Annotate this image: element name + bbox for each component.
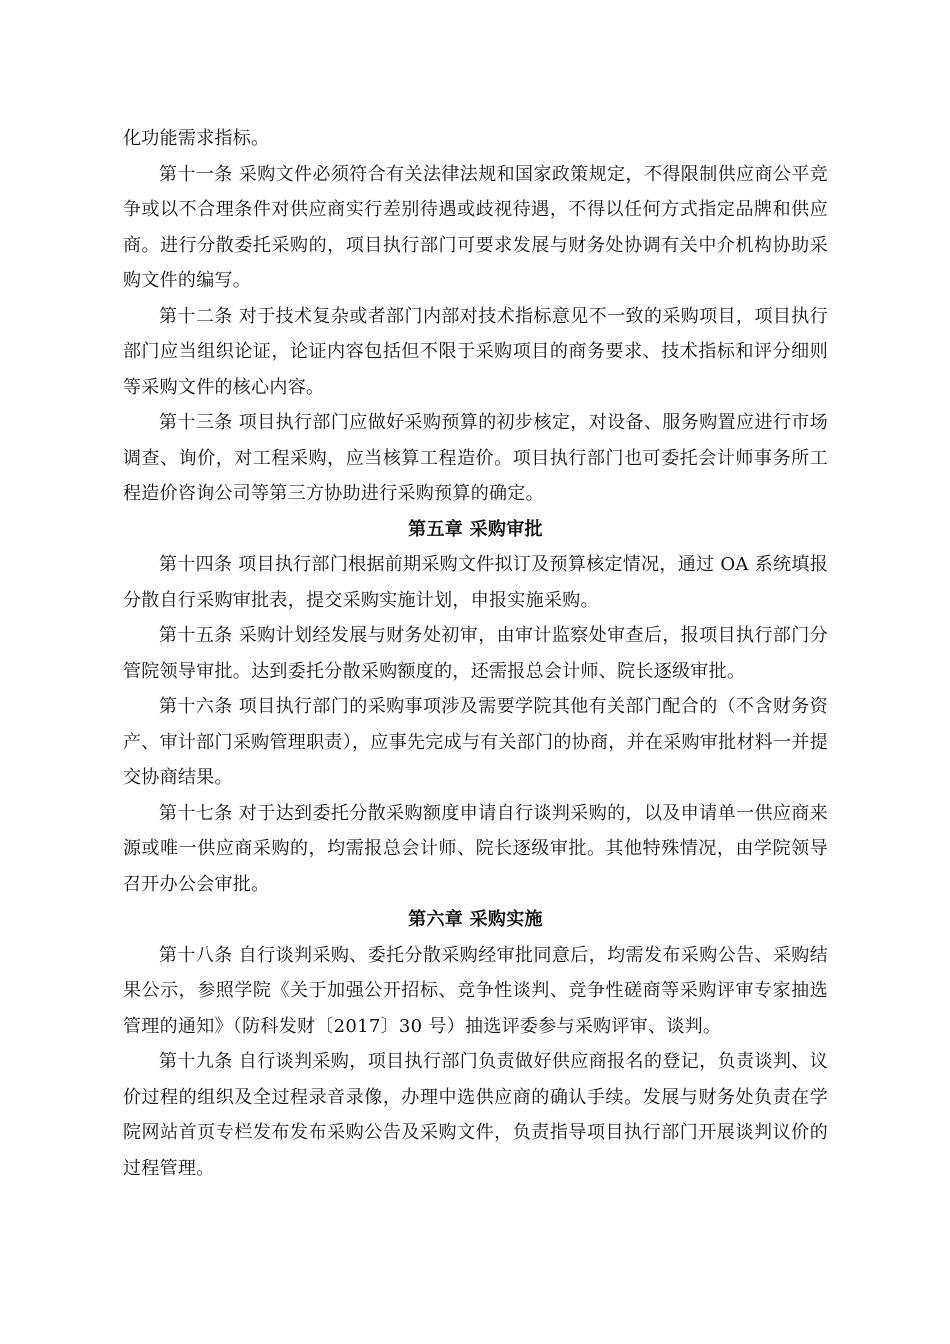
paragraph-continuation: 化功能需求指标。 [123, 128, 270, 149]
article-14: 第十四条 项目执行部门根据前期采购文件拟订及预算核定情况，通过 OA 系统填报分散自行采购审批表，提交采购实施计划，申报实施采购。 [123, 554, 828, 611]
article-15: 第十五条 采购计划经发展与财务处初审，由审计监察处审查后，报项目执行部门分管院领导审批。达到委托分散采购额度的，还需报总会计师、院长逐级审批。 [123, 625, 828, 682]
chapter-5-heading: 第五章 采购审批 [408, 518, 543, 540]
article-12: 第十二条 对于技术复杂或者部门内部对技术指标意见不一致的采购项目，项目执行部门应当组织论证，论证内容包括但不限于采购项目的商务要求、技术指标和评分细则等采购文件的核心内容。 [123, 305, 828, 398]
chapter-6-heading: 第六章 采购实施 [408, 909, 543, 930]
article-19: 第十九条 自行谈判采购，项目执行部门负责做好供应商报名的登记，负责谈判、议价过程的组织及全过程录音录像，办理中选供应商的确认手续。发展与财务处负责在学院网站首页专栏发布发布采购公告及采购文件，负责指导项目执行部门开展谈判议价的过程管理。 [123, 1051, 828, 1179]
article-17: 第十七条 对于达到委托分散采购额度申请自行谈判采购的，以及申请单一供应商来源或唯一供应商采购的，均需报总会计师、院长逐级审批。其他特殊情况，由学院领导召开办公会审批。 [123, 802, 828, 895]
document-body [123, 121, 828, 1186]
article-18: 第十八条 自行谈判采购、委托分散采购经审批同意后，均需发布采购公告、采购结果公示，参照学院《关于加强公开招标、竞争性谈判、竞争性磋商等采购评审专家抽选管理的通知》（防科发财〔2017〕30 号）抽选评委参与采购评审、谈判。 [123, 944, 828, 1037]
article-16: 第十六条 项目执行部门的采购事项涉及需要学院其他有关部门配合的（不含财务资产、审计部门采购管理职责），应事先完成与有关部门的协商，并在采购审批材料一并提交协商结果。 [123, 696, 828, 788]
article-13: 第十三条 项目执行部门应做好采购预算的初步核定，对设备、服务购置应进行市场调查、询价，对工程采购，应当核算工程造价。项目执行部门也可委托会计师事务所工程造价咨询公司等第三方协助进行采购预算的确定。 [123, 412, 828, 504]
article-11: 第十一条 采购文件必须符合有关法律法规和国家政策规定，不得限制供应商公平竞争或以不合理条件对供应商实行差别待遇或歧视待遇，不得以任何方式指定品牌和供应商。进行分散委托采购的，项目执行部门可要求发展与财务处协调有关中介机构协助采购文件的编写。 [123, 163, 828, 291]
